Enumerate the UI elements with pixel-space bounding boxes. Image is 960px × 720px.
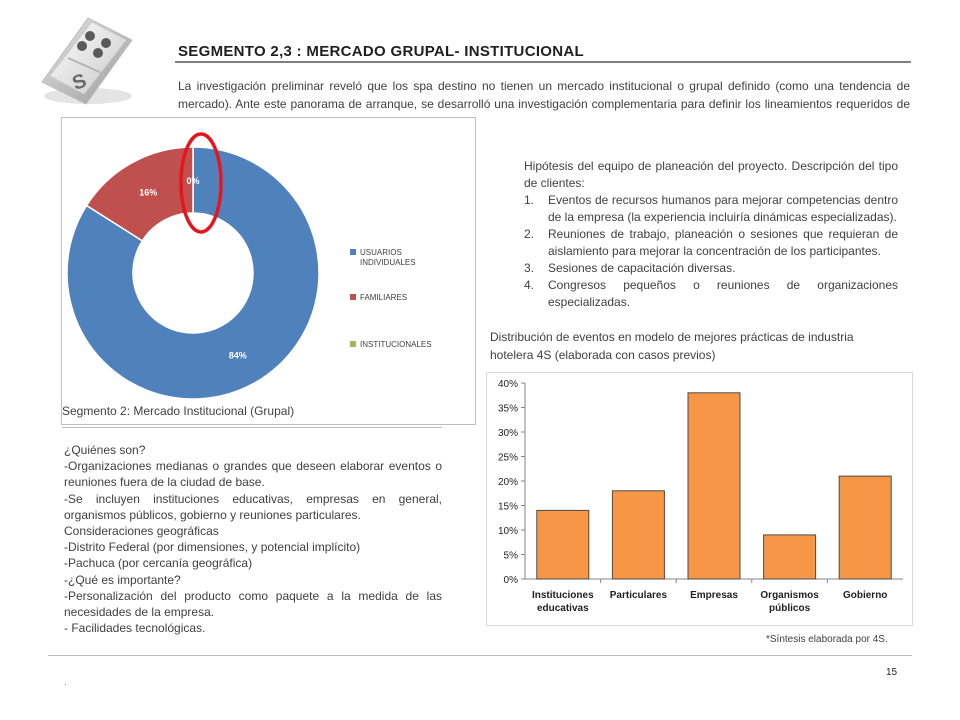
donut-slice-label: 0% bbox=[186, 176, 200, 186]
x-tick-label-line: Organismos bbox=[760, 590, 819, 601]
x-tick-label bbox=[843, 590, 887, 601]
list-item bbox=[524, 277, 898, 311]
y-tick-label: 35% bbox=[497, 403, 518, 415]
x-tick-label-line: Gobierno bbox=[842, 590, 888, 601]
legend-swatch bbox=[350, 249, 356, 255]
x-tick-label bbox=[760, 590, 819, 614]
audience-description bbox=[64, 442, 442, 636]
audience-line: Consideraciones geográficas bbox=[64, 524, 219, 539]
audience-line: -Pachuca (por cercanía geográfica) bbox=[64, 556, 253, 571]
y-tick-label: 40% bbox=[497, 379, 518, 390]
y-tick-label: 10% bbox=[497, 526, 518, 537]
hypothesis-list bbox=[524, 192, 898, 311]
legend-label bbox=[360, 248, 416, 267]
x-tick-label-line: Particulares bbox=[609, 590, 668, 601]
x-tick-label bbox=[610, 590, 668, 601]
hypothesis-intro: Hipótesis del equipo de planeación del proyecto. Descripción del tipo de clientes: bbox=[524, 159, 898, 190]
bar bbox=[537, 510, 589, 579]
bar bbox=[764, 535, 816, 579]
donut-slice-label: 16% bbox=[139, 187, 158, 198]
svg-text:S: S bbox=[69, 69, 90, 95]
y-tick-label: 0% bbox=[503, 575, 518, 586]
footer-divider bbox=[48, 655, 912, 656]
bar bbox=[839, 476, 891, 579]
list-item bbox=[524, 260, 898, 277]
audience-line: -¿Qué es importante? bbox=[64, 572, 181, 587]
legend-label-line: INDIVIDUALES bbox=[360, 258, 416, 267]
list-item-text: Congresos pequeños o reuniones de organizaciones especializadas. bbox=[548, 278, 898, 309]
hypothesis-block bbox=[524, 158, 898, 311]
page-title: SEGMENTO 2,3 : MERCADO GRUPAL- INSTITUCIONAL bbox=[178, 43, 584, 60]
title-divider bbox=[175, 61, 911, 63]
legend-label: FAMILIARES bbox=[360, 293, 408, 302]
legend-label: INSTITUCIONALES bbox=[360, 340, 432, 349]
y-tick-label: 30% bbox=[497, 428, 518, 439]
list-item bbox=[524, 226, 898, 260]
donut-slice-label: 84% bbox=[228, 350, 247, 361]
intro-paragraph: La investigación preliminar reveló que los spa destino no tienen un mercado institucional o grupal definido (como una tendencia de mercado). Ante este panorama de arranque, se desarrolló una investigación complementaria para definir los lineamientos requeridos de bbox=[178, 79, 910, 111]
x-tick-label-line: educativas bbox=[536, 603, 589, 614]
list-item-number: 3. bbox=[524, 261, 535, 275]
x-tick-label bbox=[690, 590, 738, 601]
section-divider bbox=[62, 427, 442, 428]
donut-chart-caption: Segmento 2: Mercado Institucional (Grupal) bbox=[62, 404, 295, 418]
audience-line: - Facilidades tecnológicas. bbox=[64, 621, 206, 636]
y-tick-label: 20% bbox=[497, 477, 518, 488]
bar-chart bbox=[486, 372, 913, 626]
x-tick-label-line: Empresas bbox=[690, 590, 738, 601]
bar-chart-note: *Síntesis elaborada por 4S. bbox=[766, 634, 888, 645]
list-item-number: 4. bbox=[524, 278, 535, 292]
bar-chart-canvas bbox=[487, 373, 912, 625]
list-item bbox=[524, 192, 898, 226]
list-item-number: 2. bbox=[524, 227, 535, 241]
audience-line: -Organizaciones medianas o grandes que deseen elaborar eventos o reuniones fuera de la ciudad de base. bbox=[64, 459, 442, 490]
donut-chart bbox=[61, 117, 476, 425]
footer-dot: . bbox=[64, 677, 67, 688]
y-tick-label: 25% bbox=[497, 452, 518, 464]
audience-line: -Distrito Federal (por dimensiones, y potencial implícito) bbox=[64, 540, 361, 555]
bar-chart-caption: Distribución de eventos en modelo de mejores prácticas de industria hotelera 4S (elaborada con casos previos) bbox=[490, 330, 854, 362]
legend-label-line: USUARIOS bbox=[360, 248, 402, 257]
audience-line: ¿Quiénes son? bbox=[64, 443, 146, 457]
dice-logo bbox=[30, 10, 150, 110]
list-item-number: 1. bbox=[524, 193, 535, 207]
x-tick-label bbox=[532, 590, 594, 614]
audience-line: -Personalización del producto como paquete a la medida de las necesidades de la empresa. bbox=[64, 588, 442, 620]
bar bbox=[688, 393, 740, 579]
list-item-text: Eventos de recursos humanos para mejorar competencias dentro de la empresa (la experiencia incluiría dinámicas especializadas). bbox=[548, 193, 898, 224]
legend-swatch bbox=[350, 294, 356, 300]
list-item-text: Sesiones de capacitación diversas. bbox=[548, 261, 736, 275]
list-item-text: Reuniones de trabajo, planeación o sesiones que requieran de aislamiento para mejorar la concentración de los participantes. bbox=[548, 227, 898, 258]
donut-chart-canvas bbox=[62, 118, 475, 424]
y-tick-label: 15% bbox=[497, 501, 518, 513]
x-tick-label-line: públicos bbox=[769, 603, 811, 614]
bar bbox=[612, 491, 664, 579]
audience-line: -Se incluyen instituciones educativas, empresas en general, organismos públicos, gobierno y reuniones particulares. bbox=[64, 491, 442, 522]
page-number: 15 bbox=[886, 667, 898, 678]
legend-swatch bbox=[350, 341, 356, 347]
x-tick-label-line: Instituciones bbox=[531, 590, 594, 601]
y-tick-label: 5% bbox=[503, 550, 518, 562]
